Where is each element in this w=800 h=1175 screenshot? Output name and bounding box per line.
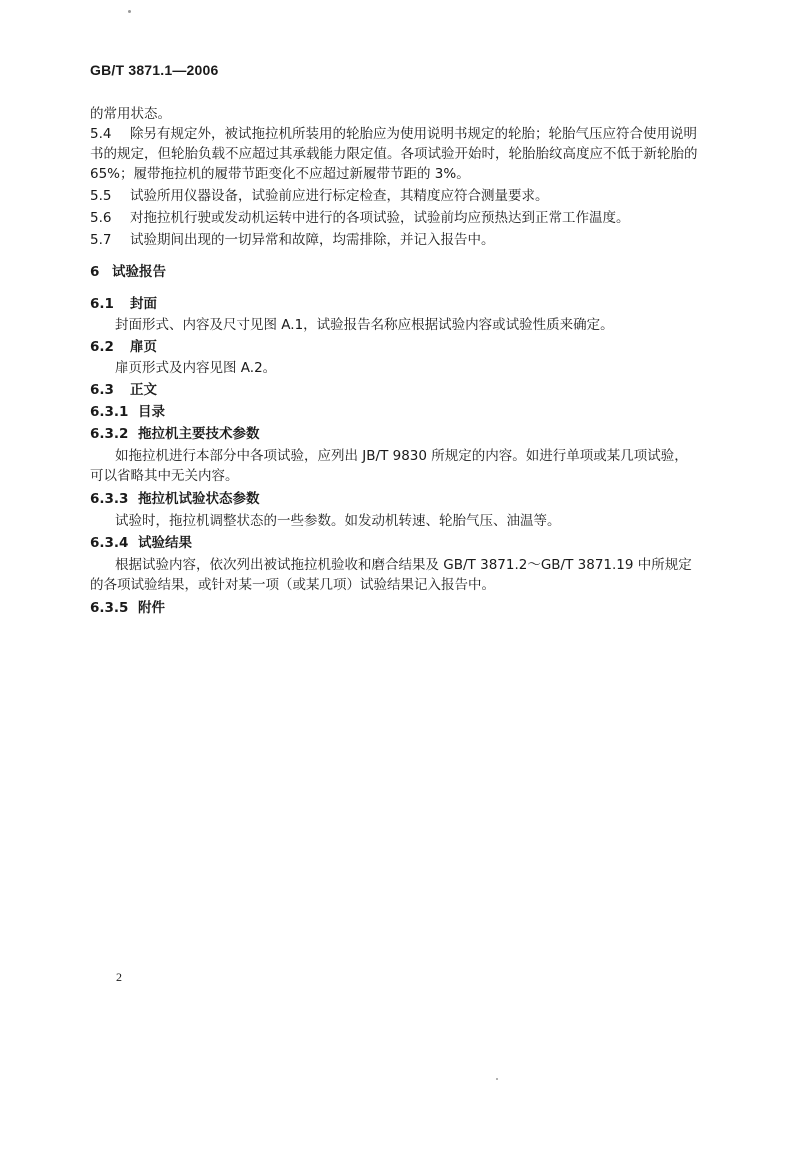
- clause-5-4: [90, 124, 730, 144]
- clause-title: 拖拉机主要技术参数: [138, 426, 260, 442]
- clause-6-1-heading: [90, 294, 730, 314]
- clause-6-3-3-text: 试验时，拖拉机调整状态的一些参数。如发动机转速、轮胎气压、油温等。: [115, 513, 561, 529]
- clause-number: 6.3: [90, 382, 114, 398]
- section-6-heading: [90, 262, 730, 282]
- clause-number: 5.7: [90, 232, 112, 248]
- clause-number: 5.4: [90, 126, 112, 142]
- clause-number: 6.3.4: [90, 535, 129, 551]
- clause-number: 6.3.3: [90, 491, 129, 507]
- clause-6-3-5-heading: [90, 598, 730, 618]
- section-title: 试验报告: [112, 264, 166, 280]
- clause-title: 正文: [130, 382, 157, 398]
- clause-number: 5.6: [90, 210, 112, 226]
- clause-number: 6.3.5: [90, 600, 129, 616]
- clause-6-3-4-heading: [90, 533, 730, 553]
- clause-6-3-heading: [90, 380, 730, 400]
- clause-6-1-text: 封面形式、内容及尺寸见图 A.1，试验报告名称应根据试验内容或试验性质来确定。: [115, 317, 614, 333]
- clause-6-3-1-heading: [90, 402, 730, 422]
- clause-text: 试验期间出现的一切异常和故障，均需排除，并记入报告中。: [130, 232, 495, 248]
- clause-6-3-2-heading: [90, 424, 730, 444]
- clause-number: 6.3.1: [90, 404, 129, 420]
- clause-number: 5.5: [90, 188, 112, 204]
- clause-text: 试验所用仪器设备，试验前应进行标定检查，其精度应符合测量要求。: [130, 188, 549, 204]
- clause-6-2-text: 扉页形式及内容见图 A.2。: [115, 360, 277, 376]
- clause-title: 拖拉机试验状态参数: [138, 491, 260, 507]
- page-number: 2: [116, 970, 122, 984]
- clause-6-3-2-line2: 可以省略其中无关内容。: [90, 468, 239, 484]
- clause-title: 扉页: [130, 339, 157, 355]
- standard-id-header: GB/T 3871.1—2006: [90, 62, 219, 78]
- clause-text: 对拖拉机行驶或发动机运转中进行的各项试验，试验前均应预热达到正常工作温度。: [130, 210, 630, 226]
- section-number: 6: [90, 264, 100, 280]
- clause-5-6: [90, 208, 730, 228]
- clause-5-4-line2: 书的规定，但轮胎负载不应超过其承载能力限定值。各项试验开始时，轮胎胎纹高度应不低于新轮胎的: [90, 146, 698, 162]
- clause-text: 除另有规定外，被试拖拉机所装用的轮胎应为使用说明书规定的轮胎；轮胎气压应符合使用说明: [130, 126, 697, 142]
- scan-speck: [496, 1078, 498, 1080]
- clause-title: 试验结果: [138, 535, 192, 551]
- clause-5-4-line3: 65%；履带拖拉机的履带节距变化不应超过新履带节距的 3%。: [90, 166, 470, 182]
- clause-number: 6.1: [90, 296, 114, 312]
- clause-number: 6.3.2: [90, 426, 129, 442]
- clause-6-3-3-heading: [90, 489, 730, 509]
- clause-6-3-4-line1: 根据试验内容，依次列出被试拖拉机验收和磨合结果及 GB/T 3871.2～GB/T 3871.19 中所规定: [115, 557, 692, 573]
- clause-title: 封面: [130, 296, 157, 312]
- continuation-text: 的常用状态。: [90, 106, 171, 122]
- clause-6-2-heading: [90, 337, 730, 357]
- clause-6-3-4-line2: 的各项试验结果，或针对某一项（或某几项）试验结果记入报告中。: [90, 577, 495, 593]
- clause-title: 目录: [138, 404, 165, 420]
- clause-title: 附件: [138, 600, 165, 616]
- clause-number: 6.2: [90, 339, 114, 355]
- scan-speck: [128, 10, 131, 13]
- clause-6-3-2-line1: 如拖拉机进行本部分中各项试验，应列出 JB/T 9830 所规定的内容。如进行单项或某几项试验，: [115, 448, 688, 464]
- clause-5-7: [90, 230, 730, 250]
- clause-5-5: [90, 186, 730, 206]
